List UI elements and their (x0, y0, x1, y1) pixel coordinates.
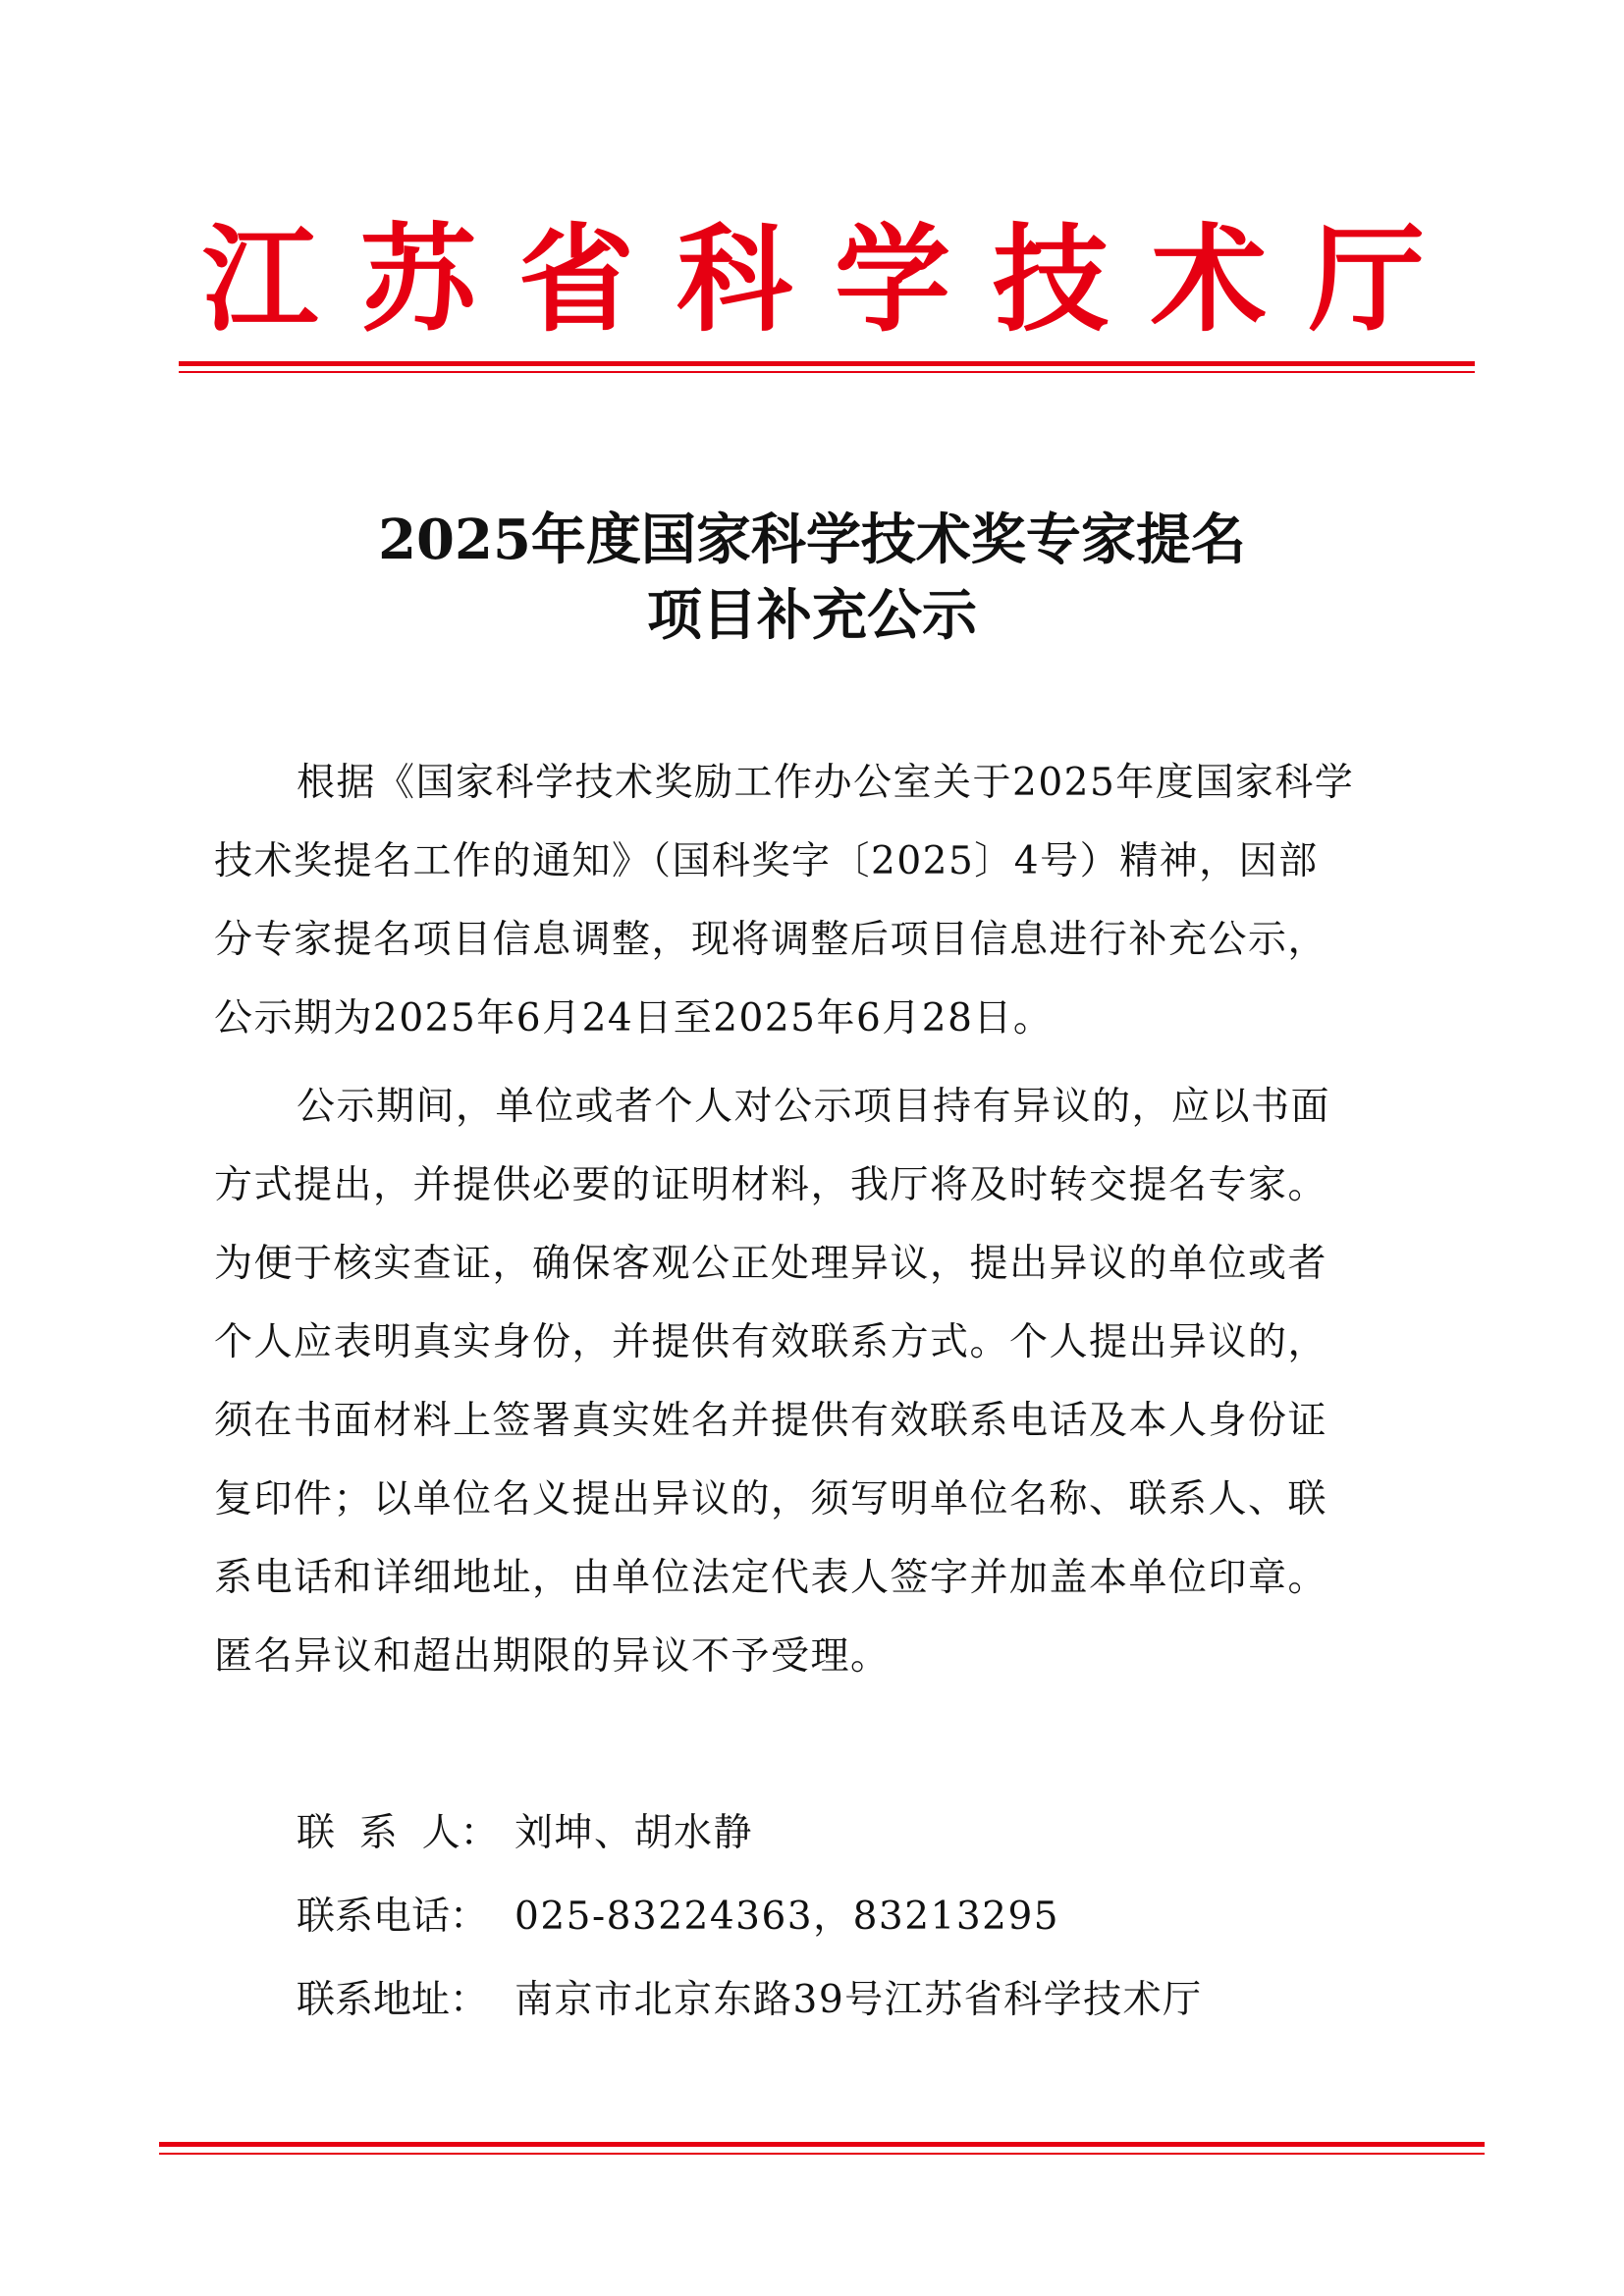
letterhead (182, 201, 1448, 358)
letterhead-char: 苏 (359, 212, 476, 347)
letterhead-char: 学 (834, 212, 950, 347)
letterhead-char: 江 (201, 212, 318, 347)
paragraph-line: 根据《国家科学技术奖励工作办公室关于2025年度国家科学 (297, 761, 1355, 805)
paragraph-line: 个人应表明真实身份，并提供有效联系方式。个人提出异议的， (214, 1320, 1328, 1364)
contact-address (297, 1976, 1377, 2025)
footer-rule-thick (159, 2142, 1485, 2147)
contact-person-label: 联 系 人： (297, 1811, 499, 1855)
document-title-line-1: 2025年度国家科学技术奖专家提名 (378, 507, 1246, 572)
contact-phone-value: 025-83224363，83213295 (514, 1895, 1060, 1939)
contact-address-value: 南京市北京东路39号江苏省科学技术厅 (514, 1978, 1203, 2022)
contact-phone (297, 1893, 1377, 1942)
contact-phone-label: 联系电话： (297, 1895, 489, 1939)
contact-person (297, 1809, 1377, 1858)
paragraph-line: 公示期间，单位或者个人对公示项目持有异议的，应以书面 (297, 1085, 1331, 1129)
paragraph-line: 为便于核实查证，确保客观公正处理异议，提出异议的单位或者 (214, 1242, 1328, 1286)
document-title-line-2: 项目补充公示 (647, 583, 977, 648)
header-rule-thin (179, 371, 1475, 373)
paragraph-line: 技术奖提名工作的通知》（国科奖字〔2025〕4号）精神，因部 (214, 839, 1319, 883)
contact-address-label: 联系地址： (297, 1978, 489, 2022)
paragraph-line: 复印件；以单位名义提出异议的，须写明单位名称、联系人、联 (214, 1477, 1328, 1522)
paragraph-line: 匿名异议和超出期限的异议不予受理。 (214, 1634, 891, 1679)
paragraph-line: 方式提出，并提供必要的证明材料，我厅将及时转交提名专家。 (214, 1163, 1328, 1207)
letterhead-char: 术 (1150, 212, 1267, 347)
paragraph-line: 分专家提名项目信息调整，现将调整后项目信息进行补充公示， (214, 918, 1328, 962)
paragraph-line: 系电话和详细地址，由单位法定代表人签字并加盖本单位印章。 (214, 1556, 1328, 1600)
header-rule-thick (179, 361, 1475, 366)
letterhead-char: 省 (517, 212, 634, 347)
paragraph-line: 公示期为2025年6月24日至2025年6月28日。 (214, 996, 1054, 1041)
letterhead-char: 厅 (1308, 212, 1425, 347)
footer-rule-thin (159, 2153, 1485, 2155)
paragraph-line: 须在书面材料上签署真实姓名并提供有效联系电话及本人身份证 (214, 1399, 1328, 1443)
letterhead-char: 技 (992, 212, 1109, 347)
contact-person-value: 刘坤、胡水静 (514, 1811, 754, 1855)
letterhead-char: 科 (676, 212, 792, 347)
